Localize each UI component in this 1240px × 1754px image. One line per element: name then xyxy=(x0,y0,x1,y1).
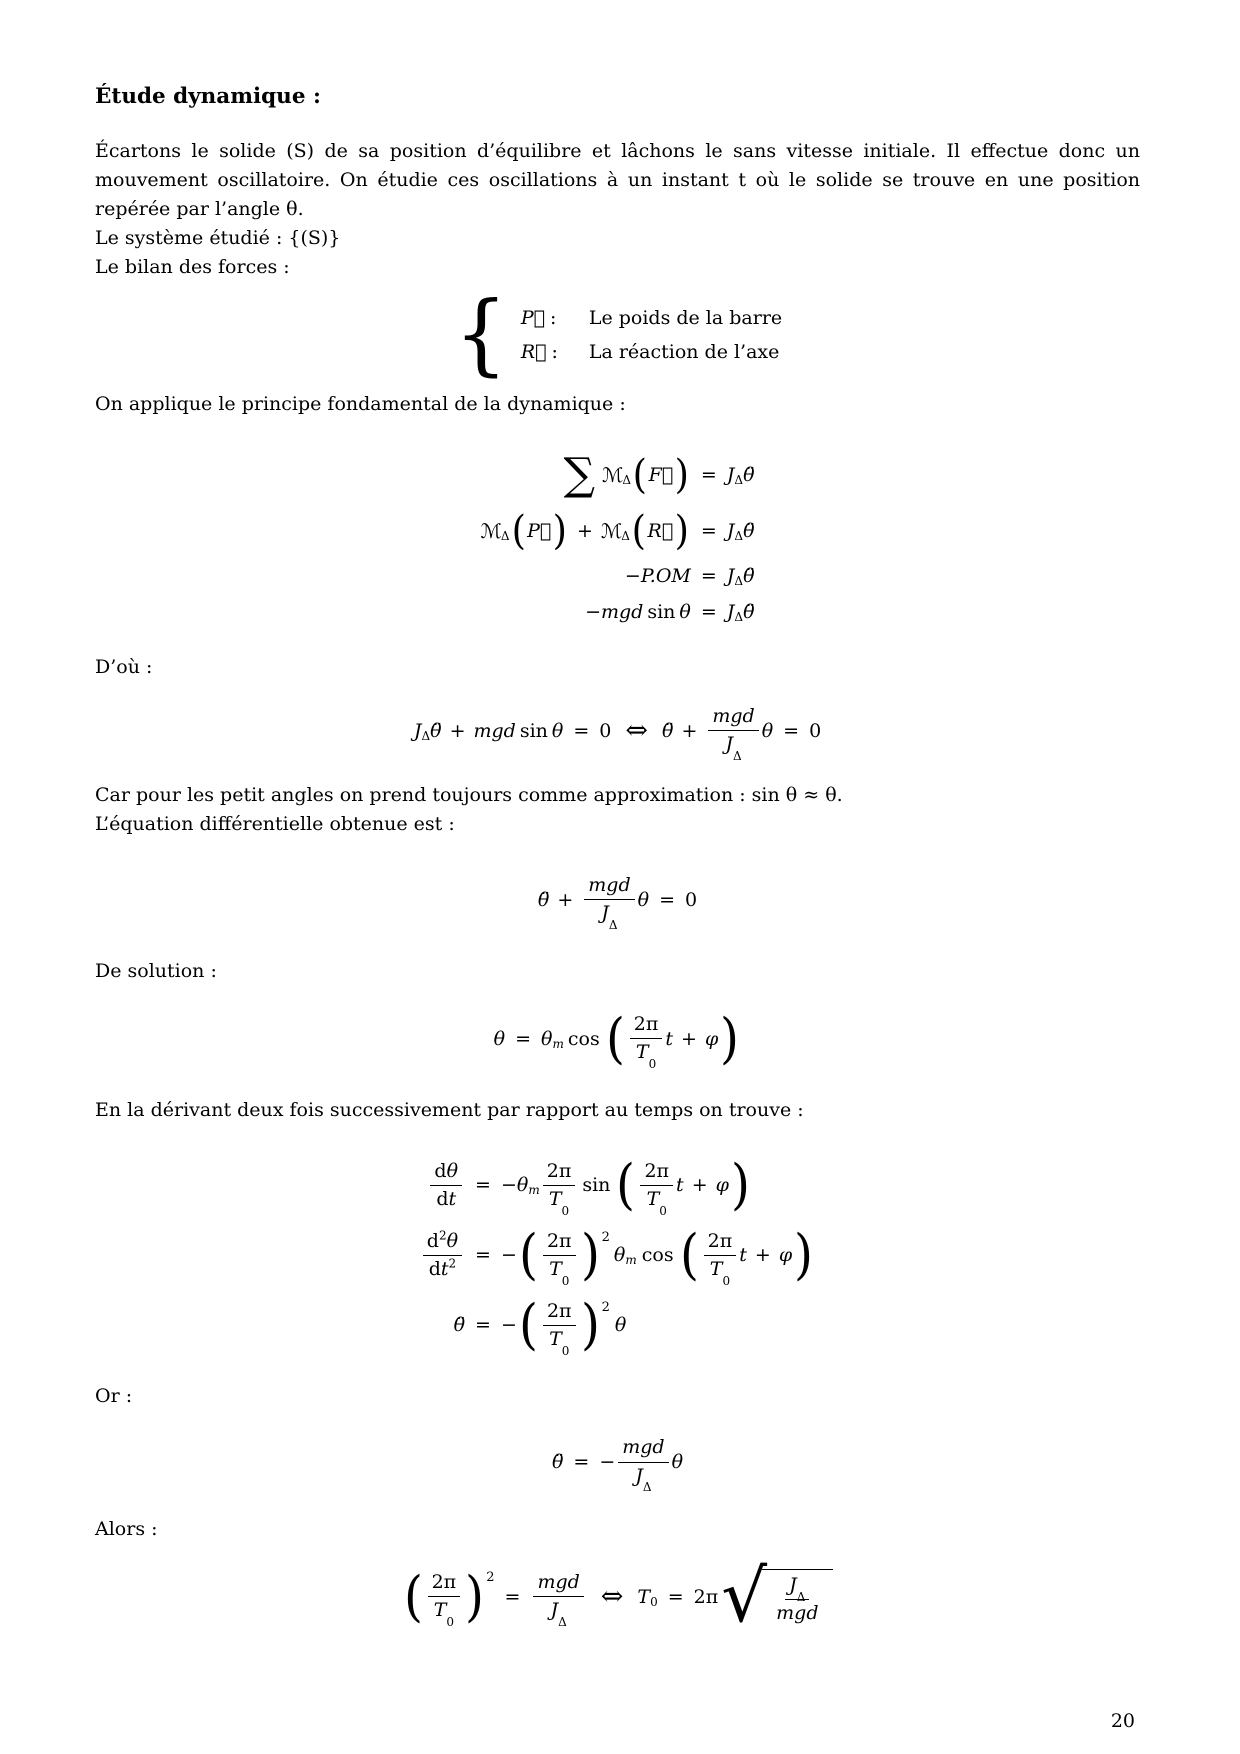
denominator: $dt^2$ xyxy=(428,1256,457,1280)
theta-ddot: θ̈ xyxy=(743,464,755,487)
minus: − xyxy=(500,1244,517,1267)
minus: − xyxy=(599,1451,616,1474)
denominator: $T_0$ xyxy=(646,1187,667,1218)
fraction-mgd-j xyxy=(584,874,634,933)
eq-row-pom-lhs xyxy=(480,565,690,587)
theta-ddot: θ̈ xyxy=(743,520,755,543)
page-title: Étude dynamique : xyxy=(95,84,321,109)
eq-row-d3-rhs xyxy=(465,1293,815,1358)
numerator: dθ xyxy=(430,1161,462,1186)
numerator: mgd xyxy=(708,706,758,731)
vector-r: R⃗ : xyxy=(520,340,558,363)
squared: 2 xyxy=(486,1569,495,1585)
force-row-weight xyxy=(521,307,782,329)
paren: ) xyxy=(674,452,690,499)
paren: ) xyxy=(720,1006,740,1070)
numerator: 2π xyxy=(543,1231,576,1256)
equation-theta-mgd xyxy=(95,1436,1140,1495)
t-var: t xyxy=(676,1174,684,1197)
theta-amplitude: θ xyxy=(541,1027,553,1050)
paren: ) xyxy=(580,1223,600,1287)
plus: + xyxy=(557,888,574,911)
equation-solution: θ = θ $_m$ cos ( $\frac{2\pi}{T_0}$ t + φ ) xyxy=(493,1006,740,1071)
forces-system xyxy=(95,282,1140,386)
eq-row-d3-lhs xyxy=(420,1314,465,1336)
diffeq-line: L’équation différentielle obtenue est : xyxy=(95,813,455,836)
equals: = xyxy=(475,1174,491,1197)
fraction-d2theta-dt2 xyxy=(423,1228,462,1281)
theta: θ xyxy=(679,601,691,624)
iff-arrow: ⇔ xyxy=(600,1581,624,1613)
sqrt-sign: √ xyxy=(721,1553,768,1638)
squared: 2 xyxy=(601,1230,610,1246)
brace-symbol: { xyxy=(454,282,508,386)
denominator: $T_0$ xyxy=(549,1257,570,1288)
force-row-reaction xyxy=(521,341,782,363)
force-description: Le poids de la barre xyxy=(588,306,783,329)
eq-row-d2-lhs xyxy=(420,1228,465,1281)
minus: − xyxy=(624,565,641,588)
intro-paragraph: Écartons le solide (S) de sa position d’équilibre et lâchons le sans vitesse initiale. Il effectue donc un mouvement oscillatoire. On étudie ces oscillations à un instant t où le solide se trouve en une position repérée par l’angle θ. xyxy=(95,140,1140,220)
t-var: t xyxy=(665,1027,674,1050)
eq-row-mgd-lhs xyxy=(480,601,690,623)
sin-operator: sin xyxy=(647,601,676,624)
eq-row-sum-rhs: = J $_\Delta$ θ̈ xyxy=(700,464,755,488)
page-number: 20 xyxy=(1110,1710,1135,1732)
denominator: $T_0$ xyxy=(548,1187,570,1218)
moment-m: ℳ xyxy=(480,519,501,544)
numerator: 2π xyxy=(640,1161,673,1186)
equation-derivatives-group xyxy=(95,1153,1140,1358)
fraction-2pi-t0 xyxy=(428,1570,461,1629)
plus: + xyxy=(681,719,698,742)
fraction-j-mgd xyxy=(772,1575,822,1625)
eq-row-sum-lhs: ∑ ℳ $_\Delta$ ( F⃗ ) xyxy=(563,449,690,501)
numerator: mgd xyxy=(584,875,634,900)
equals: = xyxy=(700,565,717,588)
paren: ) xyxy=(674,508,690,555)
theta: θ xyxy=(761,719,774,742)
theta-ddot: θ̈ xyxy=(551,1451,564,1474)
theta-ddot: θ̈ xyxy=(743,565,755,588)
numerator: 2π xyxy=(543,1301,576,1326)
eq-row-mgd-rhs: = J $_\Delta$ θ̈ xyxy=(700,601,755,625)
theta: θ xyxy=(551,719,564,742)
theta: θ xyxy=(637,888,650,911)
paren: ) xyxy=(730,1153,750,1217)
paren: ( xyxy=(631,508,646,555)
fraction-2pi-t0 xyxy=(630,1012,663,1071)
vector-r: R⃗ xyxy=(647,520,674,543)
numerator: 2π xyxy=(543,1161,576,1186)
paren: ) xyxy=(465,1564,485,1628)
square-root xyxy=(721,1553,833,1638)
cos-operator: cos xyxy=(567,1027,600,1050)
iff-arrow: ⇔ xyxy=(625,715,648,747)
denominator: $J_\Delta$ xyxy=(601,902,618,933)
cos-operator: cos xyxy=(641,1244,674,1267)
equals: = xyxy=(700,601,717,624)
phi: φ xyxy=(704,1027,719,1050)
denominator: $T_0$ xyxy=(709,1257,731,1288)
plus: + xyxy=(754,1244,771,1267)
eq-row-moments-rhs: = J $_\Delta$ θ̈ xyxy=(700,520,755,544)
mgd: mgd xyxy=(600,601,644,624)
eq-row-pom-rhs: = J $_\Delta$ θ̈ xyxy=(700,565,755,589)
alors-line: Alors : xyxy=(95,1517,158,1540)
equals: = xyxy=(700,520,717,543)
j-inertia: J xyxy=(726,601,735,624)
j-inertia: J xyxy=(726,464,735,487)
numerator: 2π xyxy=(428,1572,461,1597)
equals: = xyxy=(783,719,800,742)
equals: = xyxy=(475,1244,491,1267)
equals: = xyxy=(515,1027,532,1050)
plus: + xyxy=(691,1174,708,1197)
theta: θ xyxy=(614,1314,627,1337)
fraction-dtheta-dt xyxy=(430,1161,462,1211)
forces-line: Le bilan des forces : xyxy=(95,255,290,278)
theta-amplitude: θ xyxy=(613,1244,626,1267)
colon: : xyxy=(551,340,558,363)
vector-p: P⃗ xyxy=(527,520,552,543)
paren: ( xyxy=(511,508,526,555)
dou-line: D’où : xyxy=(95,656,153,679)
theta-ddot: θ̈ xyxy=(662,719,674,742)
j-inertia: J xyxy=(726,520,735,543)
eq-row-d2-rhs: = − ( $\frac{2\pi}{T_0}$ ) $^2$ θ $_m$ cos ( $\frac{2\pi}{T_0}$ t + φ ) xyxy=(475,1223,814,1288)
equals: = xyxy=(700,464,717,487)
force-description: La réaction de l’axe xyxy=(588,340,780,363)
numerator: mgd xyxy=(533,1572,583,1597)
equals: = xyxy=(667,1585,684,1608)
denominator: $J_\Delta$ xyxy=(550,1599,567,1629)
paren: ( xyxy=(403,1564,423,1628)
denominator: dt xyxy=(436,1187,457,1210)
equation-differential xyxy=(95,874,1140,933)
theta-ddot: θ̈ xyxy=(453,1314,466,1337)
plus: + xyxy=(449,719,466,742)
paren: ( xyxy=(518,1293,538,1357)
j-inertia: J xyxy=(413,719,422,742)
theta-ddot: θ̈ xyxy=(743,601,755,624)
sin-operator: sin xyxy=(582,1174,611,1197)
paren: ) xyxy=(580,1293,600,1357)
paren: ( xyxy=(632,452,648,499)
paren: ( xyxy=(605,1006,625,1070)
equals: = xyxy=(475,1314,491,1337)
numerator: mgd xyxy=(618,1437,668,1462)
phi: φ xyxy=(778,1244,793,1267)
phi: φ xyxy=(715,1174,729,1197)
plus: + xyxy=(681,1027,697,1050)
approx-line: Car pour les petit angles on prend toujours comme approximation : sin θ ≈ θ. xyxy=(95,784,843,807)
theta-ddot: θ̈ xyxy=(430,719,442,742)
sum-symbol: ∑ xyxy=(563,449,595,501)
theta-ddot: θ̈ xyxy=(537,888,550,911)
numerator: 2π xyxy=(704,1231,737,1256)
plus: + xyxy=(576,520,593,543)
pom: P.OM xyxy=(640,565,691,588)
t-var: t xyxy=(739,1244,747,1267)
fraction-2pi-t0 xyxy=(640,1159,673,1218)
denominator: $T_0$ xyxy=(433,1599,455,1629)
denominator: $T_0$ xyxy=(635,1041,657,1071)
sqrt-body xyxy=(762,1569,833,1625)
minus: − xyxy=(500,1174,517,1197)
fraction-2pi-t0 xyxy=(543,1299,576,1358)
theta: θ xyxy=(671,1451,684,1474)
numerator: $J_\Delta$ xyxy=(785,1575,809,1600)
denominator: $T_0$ xyxy=(549,1327,570,1358)
squared: 2 xyxy=(601,1300,610,1316)
vector-f: F⃗ xyxy=(648,464,674,487)
equation-period: ( $\frac{2\pi}{T_0}$ ) $^2$ = $\frac{\text{mgd}}{J_\Delta}$ ⇔ T $_0$ = 2π √ $\frac{J_\Delta}{\text{mgd}}$ xyxy=(95,1568,1140,1626)
equation-equivalence: J $_\Delta$ θ̈ + mgd sin θ = 0 ⇔ θ̈ + $\frac{\text{mgd}}{J_\Delta}$ θ = 0 xyxy=(413,704,822,763)
or-line: Or : xyxy=(95,1385,133,1408)
paren: ( xyxy=(518,1223,538,1287)
denominator: mgd xyxy=(776,1602,819,1625)
equals: = xyxy=(504,1585,521,1608)
eq-row-d1-rhs: = − θ $_m$ $\frac{2\pi}{T_0}$ sin ( $\frac{2\pi}{T_0}$ t + φ ) xyxy=(475,1153,750,1218)
minus: − xyxy=(585,601,601,624)
paren: ) xyxy=(552,508,568,555)
derive-line: En la dérivant deux fois successivement par rapport au temps on trouve : xyxy=(95,1098,804,1121)
numerator: $d^2\theta$ xyxy=(423,1231,462,1256)
solution-line: De solution : xyxy=(95,959,217,982)
fraction-mgd-j xyxy=(618,1436,668,1495)
minus: − xyxy=(500,1314,517,1337)
two-pi: 2π xyxy=(693,1585,719,1608)
theta-amplitude: θ xyxy=(516,1174,529,1197)
denominator: $J_\Delta$ xyxy=(725,733,742,763)
zero: 0 xyxy=(809,719,822,742)
paren: ) xyxy=(794,1223,814,1287)
equation-momentum-group xyxy=(95,449,1140,625)
fraction-2pi-t0 xyxy=(543,1229,576,1288)
system-line: Le système étudié : {(S)} xyxy=(95,226,341,249)
t-period: T xyxy=(637,1585,651,1608)
sin-operator: sin xyxy=(519,719,548,742)
eq-row-moments-lhs: ℳ $_\Delta$ ( P⃗ ) + ℳ $_\Delta$ ( R⃗ ) xyxy=(480,508,690,555)
equals: = xyxy=(573,719,590,742)
zero: 0 xyxy=(685,888,698,911)
denominator: $J_\Delta$ xyxy=(635,1464,652,1495)
colon: : xyxy=(550,306,557,329)
moment-m: ℳ xyxy=(600,519,622,544)
fraction-mgd-j xyxy=(533,1570,583,1629)
j-inertia: J xyxy=(726,565,735,588)
fraction-mgd-j xyxy=(708,704,758,763)
mgd: mgd xyxy=(473,719,516,742)
equals: = xyxy=(573,1451,590,1474)
align-group xyxy=(480,449,755,625)
paren: ( xyxy=(679,1223,699,1287)
moment-m: ℳ xyxy=(601,463,623,488)
equals: = xyxy=(659,888,675,911)
paren: ( xyxy=(616,1153,636,1217)
fraction-2pi-t0 xyxy=(704,1229,737,1288)
numerator: 2π xyxy=(630,1014,663,1039)
force-list xyxy=(521,307,782,363)
eq-row-d1-lhs xyxy=(420,1161,465,1211)
zero: 0 xyxy=(599,719,612,742)
vector-p: P⃗ : xyxy=(520,306,557,329)
pfd-line: On applique le principe fondamental de la dynamique : xyxy=(95,393,626,416)
fraction-2pi-t0 xyxy=(543,1159,576,1218)
theta: θ xyxy=(493,1027,506,1050)
align-group xyxy=(420,1153,815,1358)
